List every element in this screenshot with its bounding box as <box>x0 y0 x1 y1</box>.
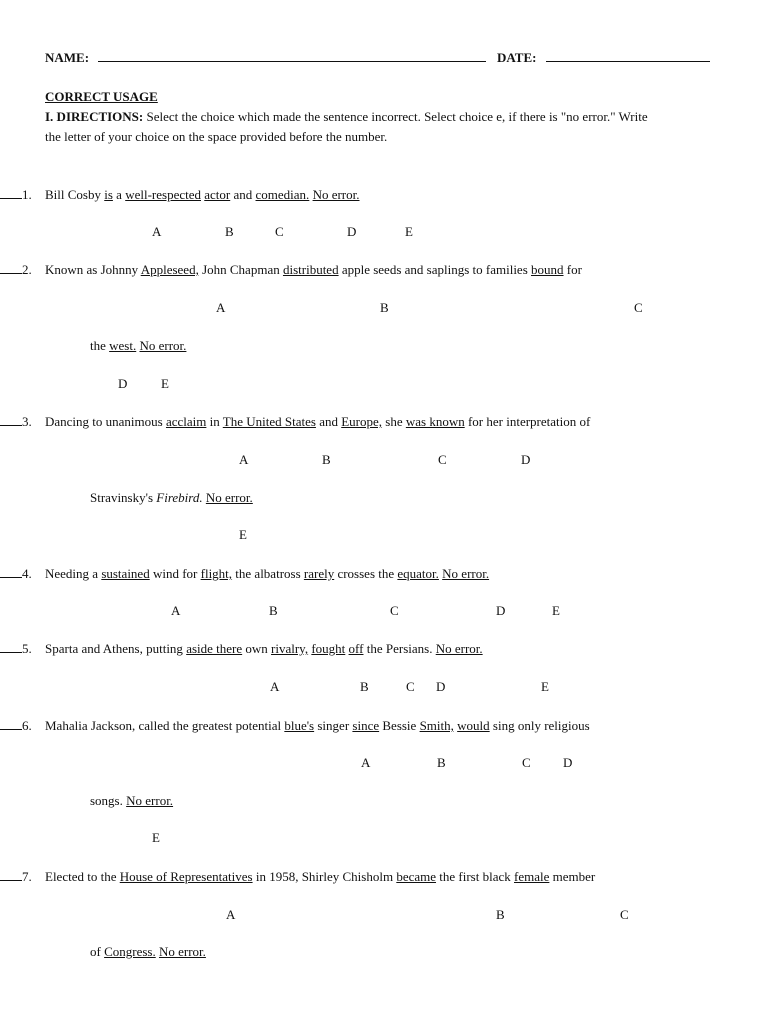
choice-letter: A <box>270 679 280 694</box>
underlined-choice: No error. <box>312 187 360 202</box>
choice-letter: C <box>438 452 447 467</box>
underlined-choice: well-respected <box>125 187 201 202</box>
choice-letter: D <box>118 376 128 391</box>
choice-letter: E <box>405 224 413 239</box>
choice-letter: B <box>380 300 389 315</box>
underlined-choice: actor <box>204 187 231 202</box>
underlined-choice: off <box>348 641 364 656</box>
underlined-choice: No error. <box>442 566 490 581</box>
underlined-choice: The United States <box>222 414 316 429</box>
answer-blank[interactable] <box>0 262 22 278</box>
choice-letter: D <box>496 603 506 618</box>
answer-blank[interactable] <box>0 187 22 203</box>
underlined-choice: No error. <box>435 641 483 656</box>
choice-letter: A <box>171 603 181 618</box>
date-blank[interactable] <box>546 50 710 66</box>
name-label: NAME: <box>45 50 90 65</box>
choice-letter: E <box>161 376 169 391</box>
italic-title: Firebird. <box>156 490 203 505</box>
underlined-choice: rivalry, <box>271 641 309 656</box>
answer-blank[interactable] <box>0 641 22 657</box>
choice-letter: C <box>522 755 531 770</box>
choice-letter: B <box>496 907 505 922</box>
underlined-choice: blue's <box>284 718 315 733</box>
question-number: 7. <box>22 869 32 884</box>
underlined-choice: No error. <box>126 793 174 808</box>
underlined-choice: House of Representatives <box>119 869 253 884</box>
question-sentence: Bill Cosby is a well-respected actor and comedian. No error. <box>45 187 360 202</box>
choice-letter: B <box>225 224 234 239</box>
question-number: 3. <box>22 414 32 429</box>
choice-letter: E <box>541 679 549 694</box>
choice-letter: C <box>406 679 415 694</box>
choice-letter: A <box>361 755 371 770</box>
directions-line-1 <box>45 109 648 125</box>
choice-letter: A <box>152 224 162 239</box>
choice-letter: D <box>563 755 573 770</box>
underlined-choice: west. <box>109 338 137 353</box>
answer-blank[interactable] <box>0 414 22 430</box>
answer-blank[interactable] <box>0 869 22 885</box>
directions-label: I. DIRECTIONS: <box>45 109 144 124</box>
underlined-choice: comedian. <box>255 187 310 202</box>
underlined-choice: acclaim <box>165 414 207 429</box>
underlined-choice: would <box>457 718 490 733</box>
question-number: 5. <box>22 641 32 656</box>
choice-letter: B <box>269 603 278 618</box>
underlined-choice: Congress. <box>104 944 156 959</box>
question-sentence-continued: Stravinsky's Firebird. No error. <box>90 490 253 505</box>
underlined-choice: fought <box>311 641 346 656</box>
question-sentence: Known as Johnny Appleseed, John Chapman distributed apple seeds and saplings to families bound for <box>45 262 582 277</box>
answer-blank[interactable] <box>0 718 22 734</box>
choice-letter: A <box>226 907 236 922</box>
underlined-choice: aside there <box>186 641 243 656</box>
question-number: 4. <box>22 566 32 581</box>
choice-letter: B <box>322 452 331 467</box>
underlined-choice: No error. <box>158 944 206 959</box>
underlined-choice: became <box>396 869 437 884</box>
choice-letter: D <box>436 679 446 694</box>
date-label: DATE: <box>497 50 537 65</box>
question-sentence-continued: of Congress. No error. <box>90 944 206 959</box>
underlined-choice: No error. <box>205 490 253 505</box>
underlined-choice: since <box>352 718 380 733</box>
question-sentence: Mahalia Jackson, called the greatest potential blue's singer since Bessie Smith, would sing only religious <box>45 718 590 733</box>
underlined-choice: female <box>514 869 550 884</box>
name-blank[interactable] <box>98 50 486 66</box>
underlined-choice: is <box>104 187 113 202</box>
choice-letter: E <box>552 603 560 618</box>
question-number: 2. <box>22 262 32 277</box>
choice-letter: A <box>239 452 249 467</box>
choice-letter: B <box>360 679 369 694</box>
choice-letter: A <box>216 300 226 315</box>
choice-letter: E <box>152 830 160 845</box>
choice-letter: C <box>620 907 629 922</box>
underlined-choice: was known <box>405 414 465 429</box>
directions-text-1: Select the choice which made the sentence incorrect. Select choice e, if there is "no error." Write <box>146 109 648 124</box>
choice-letter: B <box>437 755 446 770</box>
underlined-choice: No error. <box>139 338 187 353</box>
underlined-choice: Europe, <box>341 414 383 429</box>
underlined-choice: Smith, <box>419 718 454 733</box>
choice-letter: C <box>275 224 284 239</box>
question-sentence: Dancing to unanimous acclaim in The United States and Europe, she was known for her interpretation of <box>45 414 591 429</box>
underlined-choice: equator. <box>397 566 439 581</box>
choice-letter: C <box>634 300 643 315</box>
choice-letter: D <box>521 452 531 467</box>
question-sentence-continued: songs. No error. <box>90 793 174 808</box>
question-sentence: Needing a sustained wind for flight, the albatross rarely crosses the equator. No error. <box>45 566 490 581</box>
question-sentence: Sparta and Athens, putting aside there own rivalry, fought off the Persians. No error. <box>45 641 483 656</box>
underlined-choice: rarely <box>303 566 335 581</box>
section-title: CORRECT USAGE <box>45 89 158 104</box>
choice-letter: E <box>239 527 247 542</box>
underlined-choice: sustained <box>101 566 150 581</box>
question-number: 6. <box>22 718 32 733</box>
choice-letter: D <box>347 224 357 239</box>
directions-line-2: the letter of your choice on the space provided before the number. <box>45 129 388 144</box>
question-sentence: Elected to the House of Representatives in 1958, Shirley Chisholm became the first black female member <box>45 869 596 884</box>
question-number: 1. <box>22 187 32 202</box>
choice-letter: C <box>390 603 399 618</box>
question-sentence-continued: the west. No error. <box>90 338 187 353</box>
underlined-choice: distributed <box>282 262 339 277</box>
underlined-choice: flight, <box>200 566 233 581</box>
underlined-choice: Appleseed, <box>140 262 199 277</box>
underlined-choice: bound <box>531 262 564 277</box>
answer-blank[interactable] <box>0 566 22 582</box>
